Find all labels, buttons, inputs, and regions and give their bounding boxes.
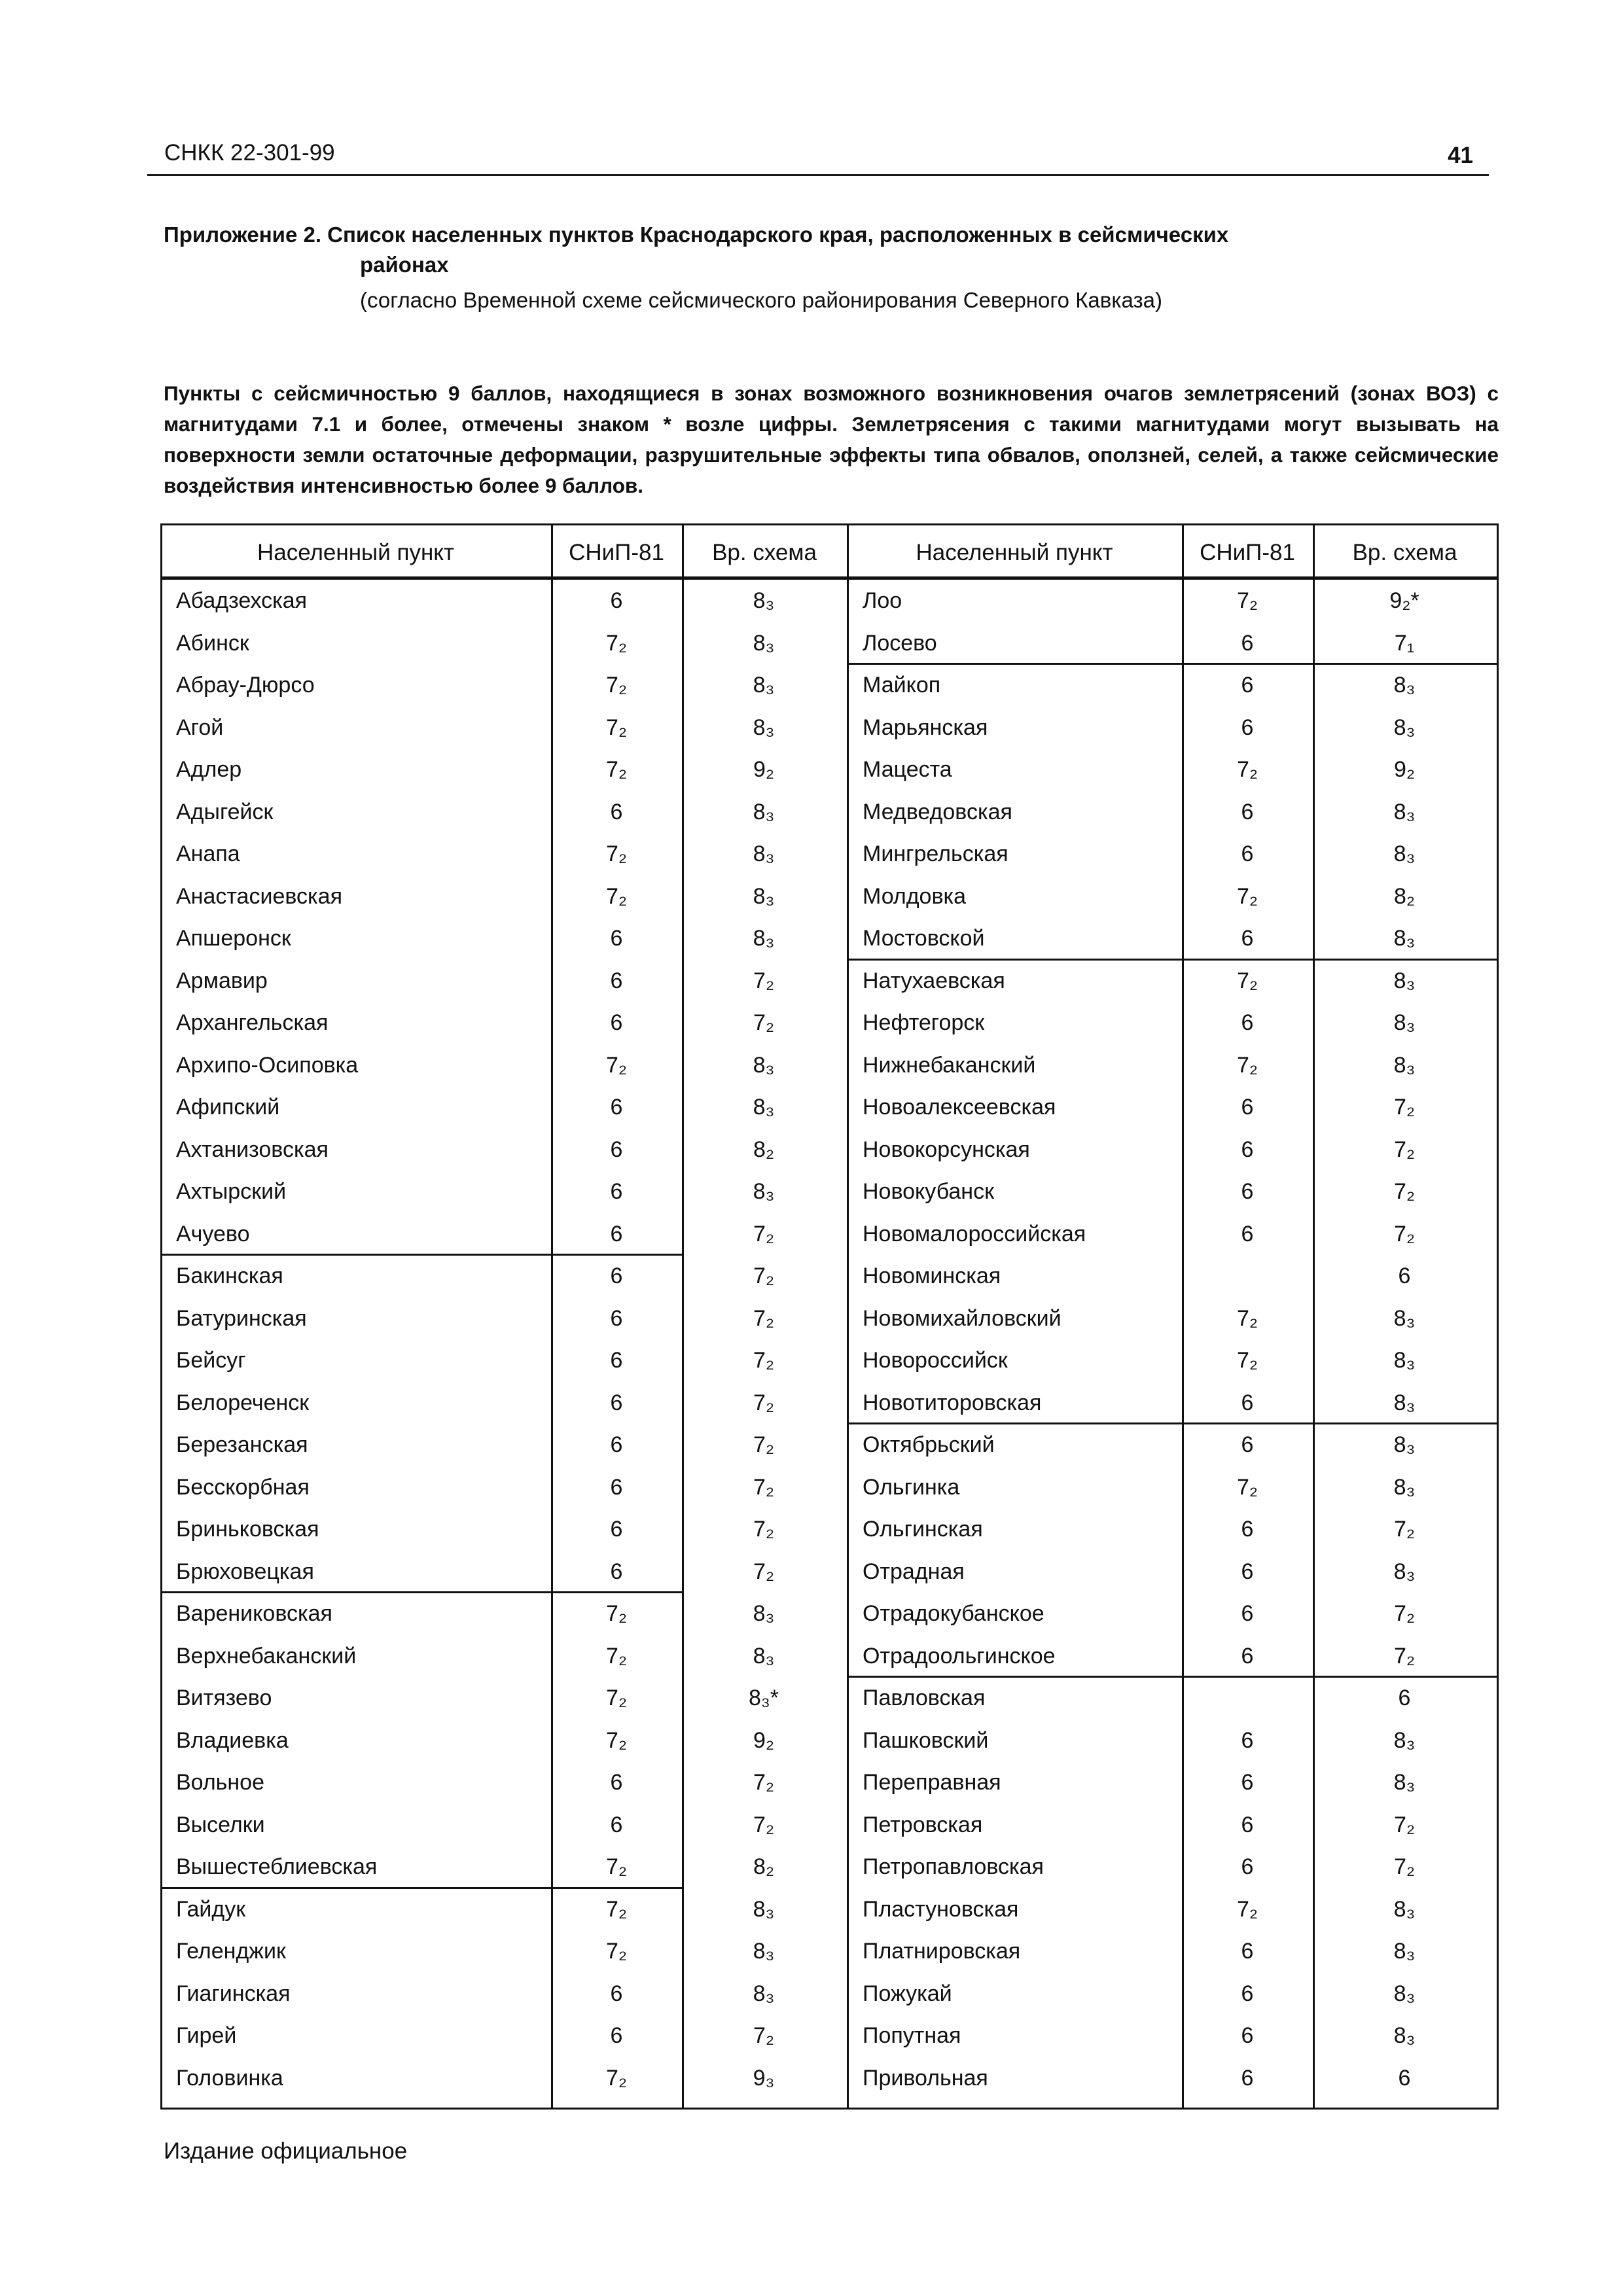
- snip81-value: 6: [1241, 926, 1254, 951]
- temporary-scheme-value: 8₃: [753, 588, 775, 613]
- temporary-scheme-value: 7₂: [1393, 1812, 1416, 1837]
- table-row: [160, 1635, 1499, 1677]
- temporary-scheme-value: 7₂: [753, 1517, 775, 1542]
- snip81-value: 7₂: [605, 883, 628, 909]
- settlement-name: Мостовской: [863, 926, 985, 951]
- snip81-value: 7₂: [605, 1686, 628, 1710]
- snip81-value: 6: [610, 799, 623, 824]
- settlement-name: Апшеронск: [176, 926, 291, 951]
- appendix-title-line1: Приложение 2. Список населенных пунктов Краснодарского края, расположенных в сейсмических: [164, 222, 1229, 247]
- settlement-name: Агой: [176, 715, 224, 740]
- settlement-name: Ольгинская: [863, 1517, 983, 1542]
- table-row: [160, 1930, 1499, 1972]
- temporary-scheme-value: 8₃: [753, 1179, 775, 1204]
- snip81-value: 6: [1241, 1390, 1254, 1415]
- snip81-value: 6: [610, 1095, 623, 1120]
- settlement-name: Пожукай: [863, 1981, 952, 2006]
- temporary-scheme-value: 9₂*: [1389, 588, 1419, 613]
- snip81-value: 7₂: [605, 1939, 628, 1964]
- temporary-scheme-value: 8₃: [753, 1095, 775, 1120]
- snip81-value: 6: [610, 1348, 623, 1373]
- temporary-scheme-value: 8₃: [753, 1981, 775, 2006]
- snip81-value: 7₂: [605, 841, 628, 866]
- temporary-scheme-value: 7₂: [1393, 1517, 1416, 1542]
- temporary-scheme-value: 8₃: [1393, 673, 1416, 698]
- temporary-scheme-value: 8₃: [1393, 1939, 1416, 1964]
- temporary-scheme-value: 8₃: [753, 883, 775, 909]
- temporary-scheme-value: 7₂: [753, 1770, 775, 1795]
- group-separator: [847, 1676, 1497, 1678]
- temporary-scheme-value: 7₂: [753, 1812, 775, 1837]
- snip81-value: 6: [1241, 715, 1254, 740]
- settlement-name: Попутная: [863, 2023, 961, 2048]
- snip81-value: 6: [1241, 673, 1254, 698]
- settlement-name: Переправная: [863, 1770, 1001, 1795]
- table-row: [160, 1298, 1499, 1339]
- temporary-scheme-value: 8₃: [1393, 799, 1416, 824]
- snip81-value: 7₂: [605, 1601, 628, 1626]
- group-separator: [847, 663, 1497, 665]
- settlement-name: Выселки: [176, 1812, 265, 1837]
- appendix-title: [164, 220, 1446, 280]
- table-row: [160, 1213, 1499, 1255]
- table-row: [160, 833, 1499, 875]
- table-row: [160, 1382, 1499, 1424]
- settlement-name: Новомихайловский: [863, 1305, 1061, 1331]
- temporary-scheme-value: 8₃: [1393, 1052, 1416, 1078]
- temporary-scheme-value: 8₃: [1393, 1727, 1416, 1753]
- settlement-name: Ахтанизовская: [176, 1137, 329, 1162]
- temporary-scheme-value: 8₃: [1393, 968, 1416, 993]
- table-row: [160, 917, 1499, 959]
- table-row: [160, 1129, 1499, 1171]
- temporary-scheme-value: 7₂: [753, 1221, 775, 1246]
- settlement-name: Анастасиевская: [176, 883, 342, 909]
- snip81-value: 7₂: [605, 1727, 628, 1753]
- temporary-scheme-value: 7₂: [1393, 1179, 1416, 1204]
- snip81-value: 7₂: [605, 1643, 628, 1669]
- table-row: [160, 749, 1499, 790]
- settlement-name: Бесскорбная: [176, 1474, 310, 1500]
- temporary-scheme-value: 8₃: [753, 1643, 775, 1669]
- snip81-value: 7₂: [1236, 757, 1258, 782]
- snip81-value: 6: [1241, 2023, 1254, 2048]
- settlement-name: Вольное: [176, 1770, 264, 1795]
- temporary-scheme-value: 8₃: [1393, 1348, 1416, 1373]
- temporary-scheme-value: 7₂: [753, 1559, 775, 1584]
- snip81-value: 7₂: [1236, 588, 1258, 613]
- snip81-value: 7₂: [1236, 1052, 1258, 1078]
- table-row: [160, 707, 1499, 749]
- table-row: [160, 1508, 1499, 1550]
- snip81-value: 6: [610, 1981, 623, 2006]
- snip81-value: 6: [610, 1812, 623, 1837]
- settlement-name: Вышестеблиевская: [176, 1854, 378, 1879]
- temporary-scheme-value: 8₃: [1393, 841, 1416, 866]
- snip81-value: 6: [610, 1474, 623, 1500]
- settlement-name: Бейсуг: [176, 1348, 246, 1373]
- temporary-scheme-value: 8₃: [1393, 2023, 1416, 2048]
- settlement-name: Новоминская: [863, 1263, 1001, 1288]
- snip81-value: 6: [1241, 1095, 1254, 1120]
- settlement-name: Абадзехская: [176, 588, 308, 613]
- column-header-name-left: Населенный пункт: [257, 540, 455, 565]
- temporary-scheme-value: 8₃: [1393, 1390, 1416, 1415]
- snip81-value: 7₂: [605, 630, 628, 656]
- temporary-scheme-value: 7₂: [1393, 1601, 1416, 1626]
- settlement-name: Ольгинка: [863, 1474, 960, 1500]
- snip81-value: 6: [1241, 630, 1254, 656]
- temporary-scheme-value: 8₂: [753, 1854, 775, 1879]
- table-row: [160, 2015, 1499, 2057]
- snip81-value: 7₂: [605, 673, 628, 698]
- snip81-value: 7₂: [1236, 1896, 1258, 1922]
- settlement-name: Петропавловская: [863, 1854, 1044, 1879]
- settlement-name: Абинск: [176, 630, 249, 656]
- snip81-value: 6: [1241, 1432, 1254, 1457]
- table-row: [160, 1973, 1499, 2015]
- temporary-scheme-value: 8₂: [753, 1137, 775, 1162]
- temporary-scheme-value: 9₂: [753, 757, 775, 782]
- temporary-scheme-value: 8₃: [1393, 1896, 1416, 1922]
- settlement-name: Новомалороссийская: [863, 1221, 1086, 1246]
- settlement-name: Петровская: [863, 1812, 983, 1837]
- table-row: [160, 1339, 1499, 1381]
- column-header-name-right: Населенный пункт: [916, 540, 1113, 565]
- table-row: [160, 1255, 1499, 1297]
- table-row: [160, 875, 1499, 917]
- snip81-value: 6: [610, 1770, 623, 1795]
- temporary-scheme-value: 7₂: [753, 1010, 775, 1035]
- temporary-scheme-value: 8₃: [1393, 1474, 1416, 1500]
- snip81-value: 7₂: [1236, 1474, 1258, 1500]
- snip81-value: 6: [1241, 1939, 1254, 1964]
- settlement-name: Отрадокубанское: [863, 1601, 1044, 1626]
- temporary-scheme-value: 8₃: [753, 630, 775, 656]
- snip81-value: 6: [1241, 1812, 1254, 1837]
- snip81-value: 6: [610, 2023, 623, 2048]
- snip81-value: 7₂: [1236, 968, 1258, 993]
- snip81-value: 7₂: [605, 715, 628, 740]
- temporary-scheme-value: 6: [1398, 1263, 1411, 1288]
- temporary-scheme-value: 8₃: [753, 1939, 775, 1964]
- snip81-value: 6: [610, 1390, 623, 1415]
- snip81-value: 6: [1241, 1601, 1254, 1626]
- group-separator: [847, 959, 1497, 961]
- settlement-name: Новокорсунская: [863, 1137, 1030, 1162]
- snip81-value: 7₂: [1236, 1305, 1258, 1331]
- settlement-name: Бриньковская: [176, 1517, 319, 1542]
- temporary-scheme-value: 8₃: [753, 715, 775, 740]
- temporary-scheme-value: 8₃: [1393, 1770, 1416, 1795]
- temporary-scheme-value: 7₂: [1393, 1854, 1416, 1879]
- snip81-value: 6: [610, 1559, 623, 1584]
- settlement-name: Геленджик: [176, 1939, 286, 1964]
- settlement-name: Пластуновская: [863, 1896, 1019, 1922]
- settlement-name: Нефтегорск: [863, 1010, 985, 1035]
- settlement-name: Афипский: [176, 1095, 280, 1120]
- snip81-value: 6: [1241, 1010, 1254, 1035]
- temporary-scheme-value: 7₂: [1393, 1221, 1416, 1246]
- settlement-name: Бакинская: [176, 1263, 283, 1288]
- temporary-scheme-value: 7₂: [1393, 1137, 1416, 1162]
- snip81-value: 6: [610, 1221, 623, 1246]
- temporary-scheme-value: 6: [1398, 1686, 1411, 1710]
- appendix-title-line2: районах: [360, 253, 449, 277]
- column-header-snip-right: СНиП-81: [1200, 540, 1295, 565]
- column-header-snip-left: СНиП-81: [569, 540, 664, 565]
- settlement-name: Архангельская: [176, 1010, 329, 1035]
- settlement-name: Верхнебаканский: [176, 1643, 357, 1669]
- settlement-name: Натухаевская: [863, 968, 1005, 993]
- snip81-value: 6: [610, 1010, 623, 1035]
- temporary-scheme-value: 8₃: [1393, 1432, 1416, 1457]
- settlement-name: Гайдук: [176, 1896, 246, 1922]
- temporary-scheme-value: 8₃: [1393, 1981, 1416, 2006]
- snip81-value: 7₂: [605, 1896, 628, 1922]
- snip81-value: 6: [1241, 1854, 1254, 1879]
- snip81-value: 6: [610, 1305, 623, 1331]
- table-row: [160, 2057, 1499, 2099]
- settlement-name: Батуринская: [176, 1305, 307, 1331]
- temporary-scheme-value: 8₃*: [749, 1686, 779, 1710]
- temporary-scheme-value: 9₃: [753, 2065, 775, 2091]
- settlement-name: Брюховецкая: [176, 1559, 314, 1584]
- temporary-scheme-value: 8₃: [1393, 715, 1416, 740]
- snip81-value: 6: [610, 1517, 623, 1542]
- settlements-table: [160, 523, 1499, 2110]
- table-row: [160, 1551, 1499, 1593]
- settlement-name: Лосево: [863, 630, 937, 656]
- appendix-subtitle: (согласно Временной схеме сейсмического районирования Северного Кавказа): [360, 288, 1162, 312]
- temporary-scheme-value: 8₃: [753, 926, 775, 951]
- settlement-name: Платнировская: [863, 1939, 1021, 1964]
- settlement-name: Березанская: [176, 1432, 308, 1457]
- snip81-value: 6: [610, 1263, 623, 1288]
- temporary-scheme-value: 8₃: [1393, 926, 1416, 951]
- temporary-scheme-value: 7₂: [753, 1263, 775, 1288]
- settlement-name: Анапа: [176, 841, 240, 866]
- table-row: [160, 1804, 1499, 1846]
- settlement-name: Новотиторовская: [863, 1390, 1042, 1415]
- settlement-name: Ахтырский: [176, 1179, 287, 1204]
- snip81-value: 6: [610, 926, 623, 951]
- settlement-name: Адлер: [176, 757, 242, 782]
- temporary-scheme-value: 7₂: [753, 2023, 775, 2048]
- document-code: СНКК 22-301-99: [164, 140, 335, 166]
- temporary-scheme-value: 8₃: [753, 799, 775, 824]
- snip81-value: 6: [1241, 1727, 1254, 1753]
- settlement-name: Октябрьский: [863, 1432, 995, 1457]
- table-row: [160, 1888, 1499, 1930]
- snip81-value: 6: [610, 1137, 623, 1162]
- table-row: [160, 580, 1499, 622]
- settlement-name: Мацеста: [863, 757, 952, 782]
- temporary-scheme-value: 7₂: [1393, 1095, 1416, 1120]
- temporary-scheme-value: 7₂: [753, 1348, 775, 1373]
- settlement-name: Гиагинская: [176, 1981, 291, 2006]
- footer-note: Издание официальное: [164, 2138, 408, 2164]
- settlement-name: Абрау-Дюрсо: [176, 673, 315, 698]
- group-separator: [847, 1422, 1497, 1424]
- temporary-scheme-value: 7₂: [753, 968, 775, 993]
- table-row: [160, 1846, 1499, 1888]
- settlement-name: Марьянская: [863, 715, 988, 740]
- snip81-value: 6: [610, 1179, 623, 1204]
- table-row: [160, 1761, 1499, 1803]
- table-row: [160, 1593, 1499, 1634]
- temporary-scheme-value: 7₂: [753, 1474, 775, 1500]
- temporary-scheme-value: 6: [1398, 2065, 1411, 2091]
- temporary-scheme-value: 7₂: [1393, 1643, 1416, 1669]
- settlement-name: Привольная: [863, 2065, 988, 2091]
- snip81-value: 6: [1241, 1517, 1254, 1542]
- settlement-name: Армавир: [176, 968, 268, 993]
- page-header: [147, 137, 1489, 176]
- snip81-value: 6: [1241, 1559, 1254, 1584]
- temporary-scheme-value: 8₃: [753, 841, 775, 866]
- snip81-value: 7₂: [1236, 1348, 1258, 1373]
- table-row: [160, 1677, 1499, 1719]
- settlement-name: Павловская: [863, 1686, 986, 1710]
- settlement-name: Мингрельская: [863, 841, 1008, 866]
- column-header-vr-left: Вр. схема: [712, 540, 817, 565]
- table-row: [160, 791, 1499, 833]
- temporary-scheme-value: 8₂: [1393, 883, 1416, 909]
- snip81-value: 7₂: [605, 1854, 628, 1879]
- table-row: [160, 1171, 1499, 1212]
- temporary-scheme-value: 7₁: [1394, 630, 1415, 656]
- settlement-name: Пашковский: [863, 1727, 989, 1753]
- table-row: [160, 622, 1499, 664]
- temporary-scheme-value: 9₂: [1393, 757, 1416, 782]
- settlement-name: Архипо-Осиповка: [176, 1052, 359, 1078]
- temporary-scheme-value: 8₃: [753, 1601, 775, 1626]
- intro-paragraph: Пункты с сейсмичностью 9 баллов, находящиеся в зонах возможного возникновения очагов землетрясений (зонах ВОЗ) с магнитудами 7.1 и более, отмечены знаком * возле цифры. Землетрясения с такими магнитудами могут вызывать на поверхности земли остаточные деформации, разрушительные эффекты типа обвалов, оползней, селей, а также сейсмические воздействия интенсивностью более 9 баллов.: [164, 381, 1499, 497]
- settlement-name: Новороссийск: [863, 1348, 1008, 1373]
- temporary-scheme-value: 9₂: [753, 1727, 775, 1753]
- settlement-name: Лоо: [863, 588, 902, 613]
- page-number: 41: [1448, 143, 1473, 168]
- snip81-value: 6: [1241, 1221, 1254, 1246]
- table-row: [160, 1086, 1499, 1128]
- settlement-name: Адыгейск: [176, 799, 274, 824]
- settlement-name: Отрадоольгинское: [863, 1643, 1056, 1669]
- snip81-value: 6: [1241, 1981, 1254, 2006]
- settlement-name: Гирей: [176, 2023, 237, 2048]
- snip81-value: 6: [1241, 2065, 1254, 2091]
- table-row: [160, 1044, 1499, 1086]
- settlement-name: Ачуево: [176, 1221, 250, 1246]
- table-row: [160, 664, 1499, 706]
- temporary-scheme-value: 7₂: [753, 1305, 775, 1331]
- table-row: [160, 960, 1499, 1002]
- snip81-value: 6: [1241, 841, 1254, 866]
- temporary-scheme-value: 7₂: [753, 1432, 775, 1457]
- column-header-vr-right: Вр. схема: [1352, 540, 1457, 565]
- snip81-value: 6: [1241, 799, 1254, 824]
- temporary-scheme-value: 8₃: [753, 1896, 775, 1922]
- snip81-value: 6: [1241, 1137, 1254, 1162]
- settlement-name: Владиевка: [176, 1727, 289, 1753]
- snip81-value: 7₂: [605, 757, 628, 782]
- settlement-name: Новокубанск: [863, 1179, 994, 1204]
- temporary-scheme-value: 8₃: [753, 673, 775, 698]
- snip81-value: 6: [610, 1432, 623, 1457]
- settlement-name: Головинка: [176, 2065, 283, 2091]
- settlement-name: Новоалексеевская: [863, 1095, 1056, 1120]
- temporary-scheme-value: 8₃: [1393, 1305, 1416, 1331]
- settlement-name: Отрадная: [863, 1559, 965, 1584]
- snip81-value: 6: [610, 588, 623, 613]
- snip81-value: 6: [1241, 1643, 1254, 1669]
- snip81-value: 7₂: [605, 2065, 628, 2091]
- settlement-name: Молдовка: [863, 883, 967, 909]
- snip81-value: 6: [1241, 1179, 1254, 1204]
- snip81-value: 7₂: [1236, 883, 1258, 909]
- settlement-name: Варениковская: [176, 1601, 332, 1626]
- settlement-name: Нижнебаканский: [863, 1052, 1036, 1078]
- temporary-scheme-value: 8₃: [753, 1052, 775, 1078]
- settlement-name: Витязево: [176, 1686, 272, 1710]
- snip81-value: 6: [1241, 1770, 1254, 1795]
- settlement-name: Белореченск: [176, 1390, 310, 1415]
- table-row: [160, 1466, 1499, 1508]
- snip81-value: 7₂: [605, 1052, 628, 1078]
- table-row: [160, 1002, 1499, 1044]
- table-row: [160, 1424, 1499, 1466]
- settlement-name: Майкоп: [863, 673, 941, 698]
- temporary-scheme-value: 7₂: [753, 1390, 775, 1415]
- table-row: [160, 1720, 1499, 1761]
- temporary-scheme-value: 8₃: [1393, 1559, 1416, 1584]
- temporary-scheme-value: 8₃: [1393, 1010, 1416, 1035]
- snip81-value: 6: [610, 968, 623, 993]
- settlement-name: Медведовская: [863, 799, 1012, 824]
